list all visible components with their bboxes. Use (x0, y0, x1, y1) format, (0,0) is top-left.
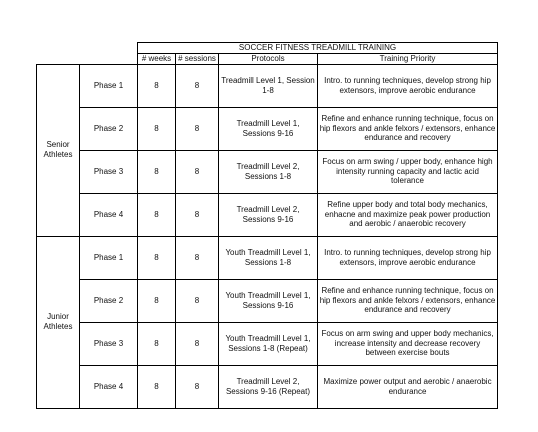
table-row (37, 107, 498, 150)
training-priority-cell: Intro. to running techniques, develop strong hip extensors, improve aerobic endurance (318, 236, 498, 279)
blank-corner-2 (37, 53, 138, 64)
table-row (37, 236, 498, 279)
table-row (37, 279, 498, 322)
weeks-cell: 8 (138, 365, 176, 408)
weeks-cell: 8 (138, 64, 176, 107)
phase-cell: Phase 2 (80, 279, 138, 322)
protocol-cell: Treadmill Level 1, Session 1-8 (219, 64, 318, 107)
protocol-cell: Treadmill Level 2, Sessions 9-16 (219, 193, 318, 236)
sessions-cell: 8 (176, 322, 219, 365)
column-header-weeks: # weeks (138, 53, 176, 64)
athlete-group-label: Junior Athletes (37, 236, 80, 408)
column-header-sessions: # sessions (176, 53, 219, 64)
sessions-cell: 8 (176, 365, 219, 408)
training-priority-cell: Focus on arm swing / upper body, enhance high intensity running capacity and lactic acid tolerance (318, 150, 498, 193)
athlete-group-label: Senior Athletes (37, 64, 80, 236)
weeks-cell: 8 (138, 107, 176, 150)
weeks-cell: 8 (138, 236, 176, 279)
training-priority-cell: Focus on arm swing and upper body mechanics, increase intensity and decrease recovery between exercise bouts (318, 322, 498, 365)
phase-cell: Phase 3 (80, 150, 138, 193)
weeks-cell: 8 (138, 279, 176, 322)
table-row (37, 193, 498, 236)
protocol-cell: Youth Treadmill Level 1, Sessions 9-16 (219, 279, 318, 322)
table-row (37, 365, 498, 408)
table-body (37, 64, 498, 408)
table-row (37, 64, 498, 107)
phase-cell: Phase 2 (80, 107, 138, 150)
phase-cell: Phase 4 (80, 365, 138, 408)
phase-cell: Phase 1 (80, 236, 138, 279)
sessions-cell: 8 (176, 279, 219, 322)
training-priority-cell: Refine upper body and total body mechanics, enhacne and maximize peak power production and aerobic / anaerobic recovery (318, 193, 498, 236)
table-title: SOCCER FITNESS TREADMILL TRAINING (138, 43, 498, 54)
training-priority-cell: Intro. to running techniques, develop strong hip extensors, improve aerobic endurance (318, 64, 498, 107)
protocol-cell: Youth Treadmill Level 1, Sessions 1-8 (Repeat) (219, 322, 318, 365)
sessions-cell: 8 (176, 150, 219, 193)
sessions-cell: 8 (176, 236, 219, 279)
table-row (37, 150, 498, 193)
sessions-cell: 8 (176, 193, 219, 236)
weeks-cell: 8 (138, 322, 176, 365)
protocol-cell: Treadmill Level 1, Sessions 9-16 (219, 107, 318, 150)
training-priority-cell: Refine and enhance running technique, focus on hip flexors and ankle felxors / extensors, enhance endurance and recovery (318, 107, 498, 150)
phase-cell: Phase 1 (80, 64, 138, 107)
phase-cell: Phase 4 (80, 193, 138, 236)
weeks-cell: 8 (138, 150, 176, 193)
training-table (36, 42, 498, 409)
protocol-cell: Youth Treadmill Level 1, Sessions 1-8 (219, 236, 318, 279)
training-priority-cell: Maximize power output and aerobic / anaerobic endurance (318, 365, 498, 408)
sessions-cell: 8 (176, 64, 219, 107)
sessions-cell: 8 (176, 107, 219, 150)
column-header-protocols: Protocols (219, 53, 318, 64)
column-header-training-priority: Training Priority (318, 53, 498, 64)
weeks-cell: 8 (138, 193, 176, 236)
table-row (37, 322, 498, 365)
phase-cell: Phase 3 (80, 322, 138, 365)
training-priority-cell: Refine and enhance running technique, focus on hip flexors and ankle felxors / extensors, enhance endurance and recovery (318, 279, 498, 322)
protocol-cell: Treadmill Level 2, Sessions 9-16 (Repeat) (219, 365, 318, 408)
blank-corner (37, 43, 138, 54)
protocol-cell: Treadmill Level 2, Sessions 1-8 (219, 150, 318, 193)
